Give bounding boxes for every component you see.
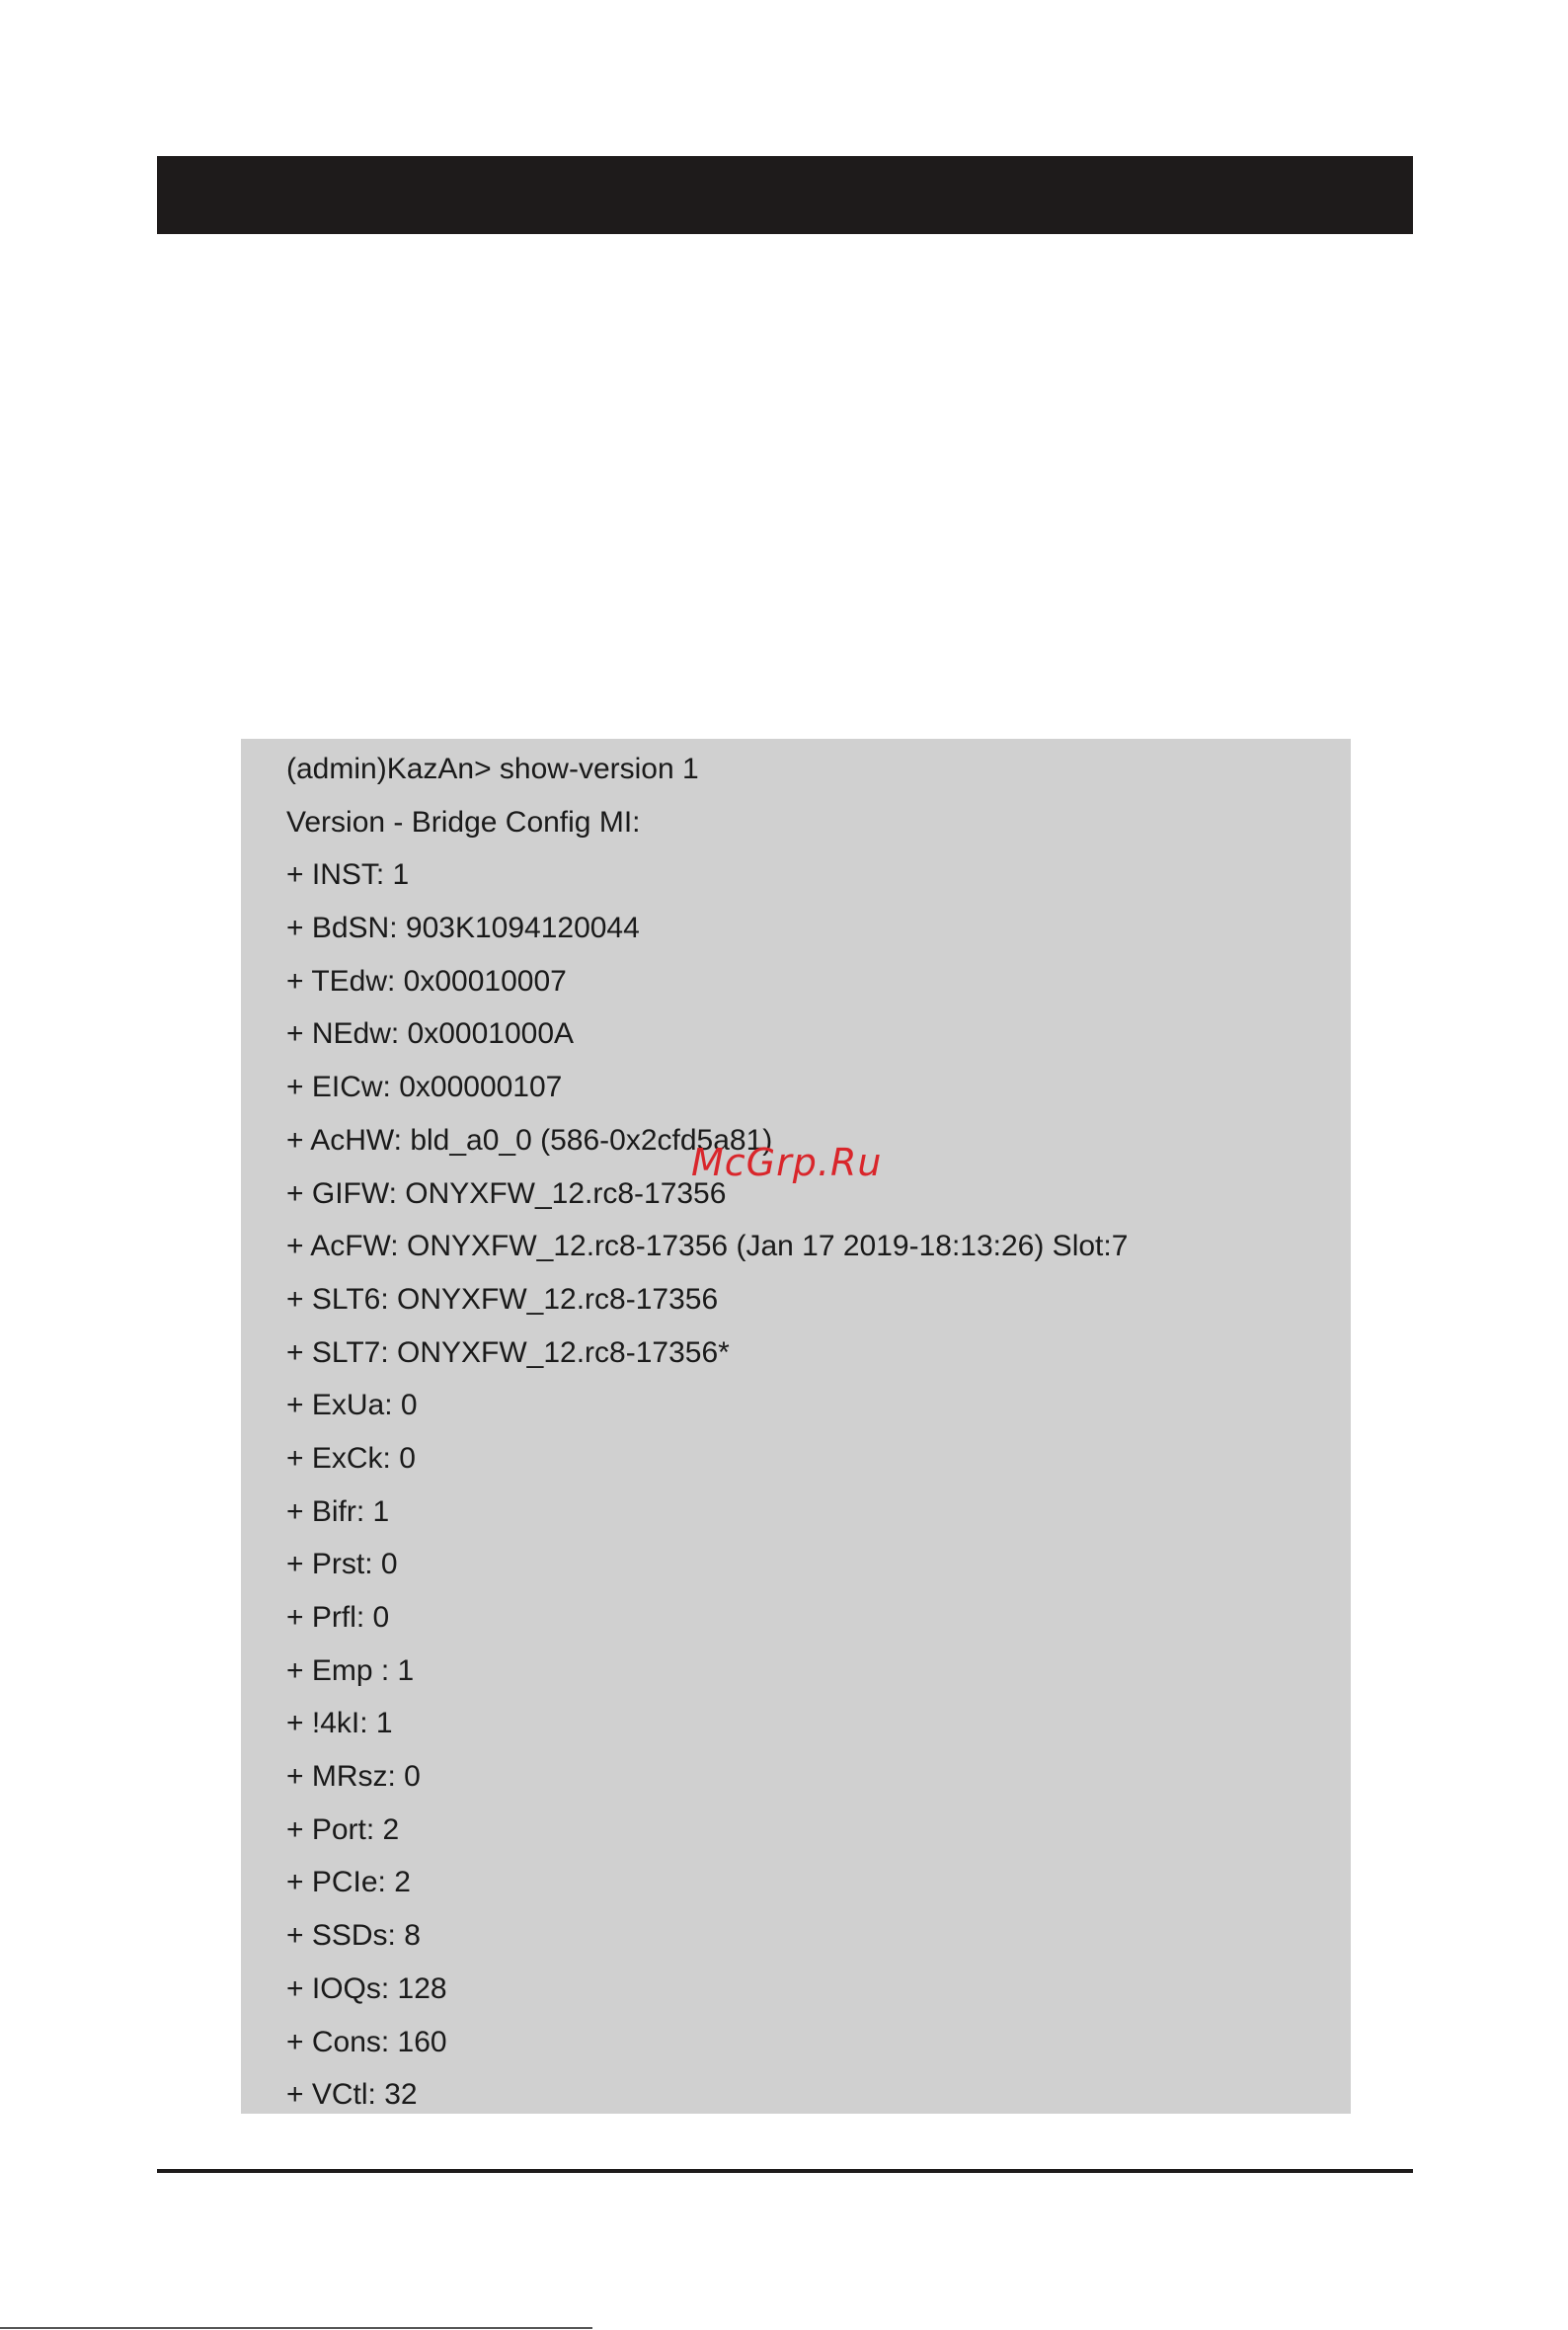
console-line: + Port: 2: [286, 1812, 400, 1846]
console-line: + IOQs: 128: [286, 1971, 447, 2005]
console-line: + PCIe: 2: [286, 1866, 411, 1899]
console-line: + TEdw: 0x00010007: [286, 964, 567, 998]
console-line: + Prst: 0: [286, 1548, 398, 1581]
console-line: + NEdw: 0x0001000A: [286, 1017, 575, 1051]
console-output: [286, 746, 1128, 2125]
console-line: + SLT6: ONYXFW_12.rc8-17356: [286, 1282, 719, 1316]
console-line: + EICw: 0x00000107: [286, 1071, 563, 1104]
console-line: + INST: 1: [286, 858, 410, 892]
console-line: + BdSN: 903K1094120044: [286, 912, 640, 945]
console-line: + !4kI: 1: [286, 1707, 393, 1740]
footer-divider: [157, 2169, 1413, 2173]
console-line: + Emp : 1: [286, 1653, 415, 1687]
watermark: McGrp.Ru: [691, 1141, 883, 1184]
console-line: + SLT7: ONYXFW_12.rc8-17356*: [286, 1335, 730, 1369]
console-line: + AcHW: bld_a0_0 (586-0x2cfd5a81): [286, 1123, 773, 1157]
console-line: + ExCk: 0: [286, 1441, 416, 1475]
console-line: + Prfl: 0: [286, 1601, 390, 1634]
header-bar: [157, 156, 1413, 234]
console-line: Version - Bridge Config MI:: [286, 805, 641, 839]
console-line: + SSDs: 8: [286, 1919, 421, 1953]
console-line: + ExUa: 0: [286, 1389, 418, 1422]
console-line: + AcFW: ONYXFW_12.rc8-17356 (Jan 17 2019-18:13:26) Slot:7: [286, 1230, 1129, 1263]
console-line: + GIFW: ONYXFW_12.rc8-17356: [286, 1176, 727, 1210]
console-line: (admin)KazAn> show-version 1: [286, 753, 699, 785]
console-line: + Cons: 160: [286, 2025, 447, 2058]
console-line: + VCtl: 32: [286, 2078, 418, 2112]
console-line: + MRsz: 0: [286, 1760, 421, 1794]
bottom-edge-line: [0, 2327, 592, 2329]
console-line: + Bifr: 1: [286, 1494, 390, 1528]
